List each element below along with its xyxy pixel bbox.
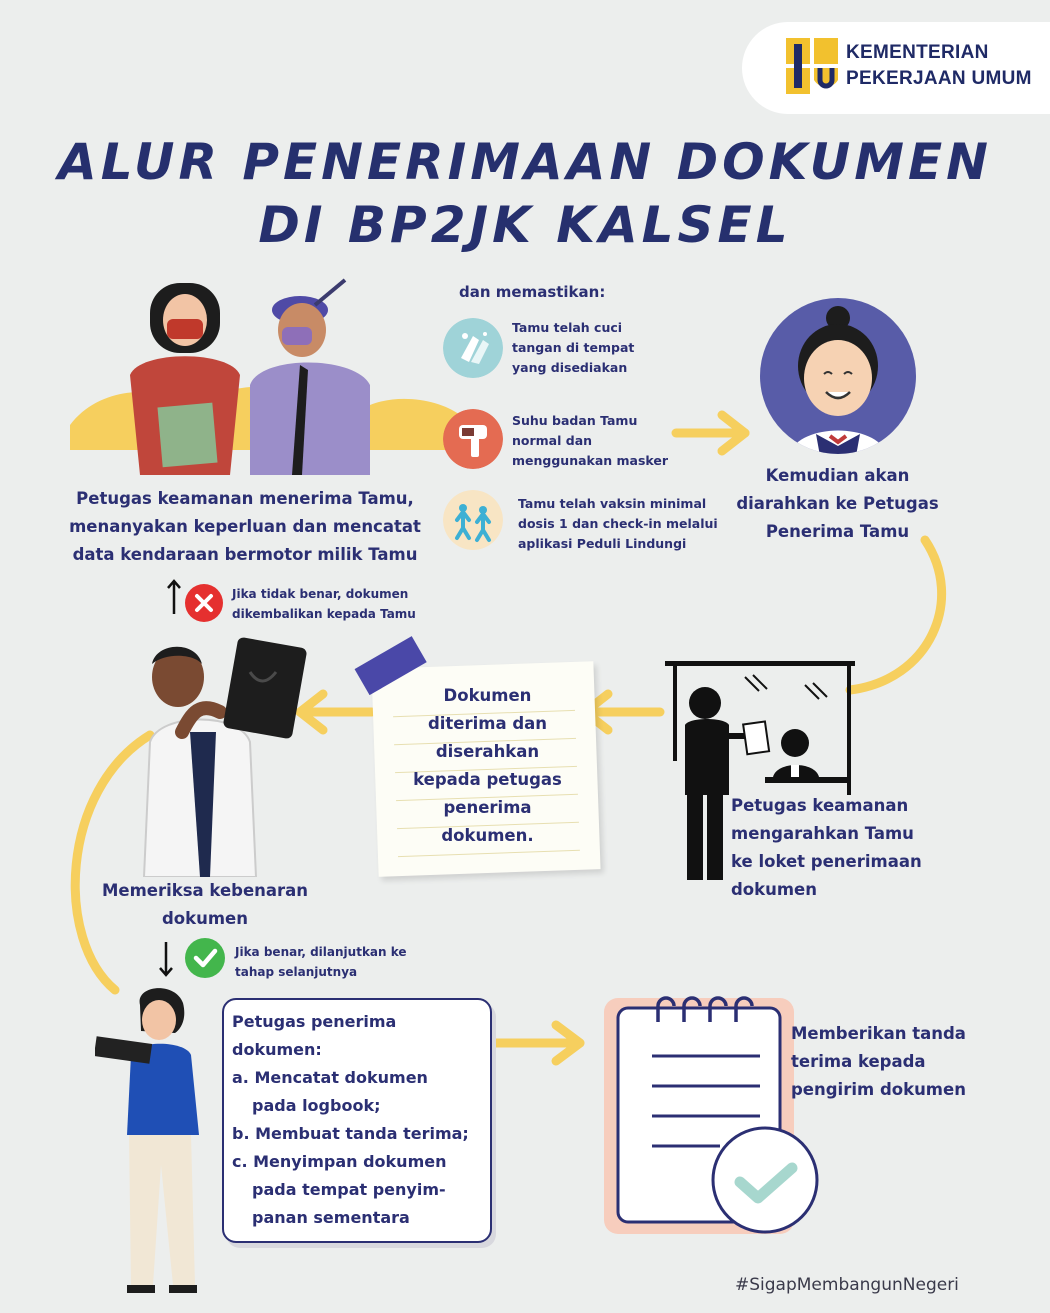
check2-line-3: menggunakan masker — [512, 453, 669, 468]
step6-item-b: b. Membuat tanda terima; — [232, 1124, 469, 1143]
check1-line-2: tangan di tempat — [512, 340, 635, 355]
hashtag: #SigapMembangunNegeri — [735, 1275, 959, 1295]
check3-line-2: dosis 1 dan check-in melalui — [518, 516, 718, 531]
step6-text — [232, 1008, 469, 1232]
thermometer-icon — [443, 409, 503, 469]
accept-check-icon — [184, 937, 226, 979]
step4-line-3: diserahkan — [435, 742, 540, 761]
check1-line-1: Tamu telah cuci — [512, 320, 623, 335]
page-title-line-2: DI BP2JK KALSEL — [258, 196, 792, 254]
step7-text — [791, 1020, 966, 1104]
officer-laptop-illustration — [95, 985, 225, 1300]
step5-text — [80, 877, 330, 933]
step4-line-2: diterima dan — [427, 714, 548, 733]
step6-heading-2: dokumen: — [232, 1040, 322, 1059]
step3-line-2: mengarahkan Tamu — [731, 824, 914, 843]
reject-x-icon — [184, 583, 224, 623]
step2-line-2: diarahkan ke Petugas — [736, 494, 939, 513]
step7-line-2: terima kepada — [791, 1052, 926, 1071]
step3-text — [731, 792, 922, 904]
step1-line-3: data kendaraan bermotor milik Tamu — [72, 545, 418, 564]
step5-line-2: dokumen — [162, 909, 248, 928]
check-item-vaccine — [518, 494, 718, 554]
step4-line-4: kepada petugas — [413, 770, 562, 789]
check1-line-3: yang disediakan — [512, 360, 628, 375]
logo-text — [846, 40, 1032, 92]
step4-line-1: Dokumen — [443, 686, 532, 705]
check3-line-1: Tamu telah vaksin minimal — [518, 496, 707, 511]
accept-note — [235, 942, 407, 982]
receptionist-avatar — [758, 296, 918, 456]
step1-line-2: menanyakan keperluan dan mencatat — [69, 517, 421, 536]
step3-line-3: ke loket penerimaan — [731, 852, 922, 871]
step2-text — [720, 462, 955, 546]
step7-line-1: Memberikan tanda — [791, 1024, 966, 1043]
document-counter-illustration — [655, 655, 855, 795]
counter-figure-legs — [683, 790, 733, 880]
check-item-temperature — [512, 411, 668, 471]
step6-heading-1: Petugas penerima — [232, 1012, 397, 1031]
arrow-down-icon — [158, 940, 174, 978]
step3-line-1: Petugas keamanan — [731, 796, 909, 815]
step6-item-a-cont: pada logbook; — [252, 1096, 381, 1115]
step3-line-4: dokumen — [731, 880, 817, 899]
step1-text — [40, 485, 450, 569]
logo-line-1: KEMENTERIAN — [846, 42, 989, 63]
check3-line-3: aplikasi Peduli Lindungi — [518, 536, 687, 551]
visitor-security-illustration — [70, 275, 460, 485]
step7-line-3: pengirim dokumen — [791, 1080, 966, 1099]
step2-line-1: Kemudian akan — [765, 466, 910, 485]
step4-line-6: dokumen. — [441, 826, 534, 845]
page-title-line-1: ALUR PENERIMAAN DOKUMEN — [58, 133, 992, 191]
step6-item-c-cont-2: panan sementara — [252, 1208, 410, 1227]
vaccine-people-icon — [443, 490, 503, 550]
step6-item-c-cont-1: pada tempat penyim- — [252, 1180, 446, 1199]
reject-line-1: Jika tidak benar, dokumen — [232, 587, 409, 601]
reject-line-2: dikembalikan kepada Tamu — [232, 607, 416, 621]
step6-item-c: c. Menyimpan dokumen — [232, 1152, 447, 1171]
step5-line-1: Memeriksa kebenaran — [101, 881, 309, 900]
logo-line-2: PEKERJAAN UMUM — [846, 68, 1032, 89]
handwash-icon — [443, 318, 503, 378]
step4-line-5: penerima — [443, 798, 532, 817]
arrow-up-icon — [166, 578, 182, 616]
check2-line-2: normal dan — [512, 433, 593, 448]
reject-note — [232, 584, 416, 624]
pupr-logo-icon — [786, 38, 838, 94]
step1-line-1: Petugas keamanan menerima Tamu, — [76, 489, 414, 508]
check-item-handwash — [512, 318, 634, 378]
checks-heading: dan memastikan: — [459, 283, 606, 301]
accept-line-1: Jika benar, dilanjutkan ke — [235, 945, 407, 959]
accept-line-2: tahap selanjutnya — [235, 965, 358, 979]
step6-item-a: a. Mencatat dokumen — [232, 1068, 428, 1087]
step4-text — [390, 682, 585, 850]
check2-line-1: Suhu badan Tamu — [512, 413, 638, 428]
step2-line-3: Penerima Tamu — [765, 522, 910, 541]
inspector-illustration — [130, 632, 320, 877]
